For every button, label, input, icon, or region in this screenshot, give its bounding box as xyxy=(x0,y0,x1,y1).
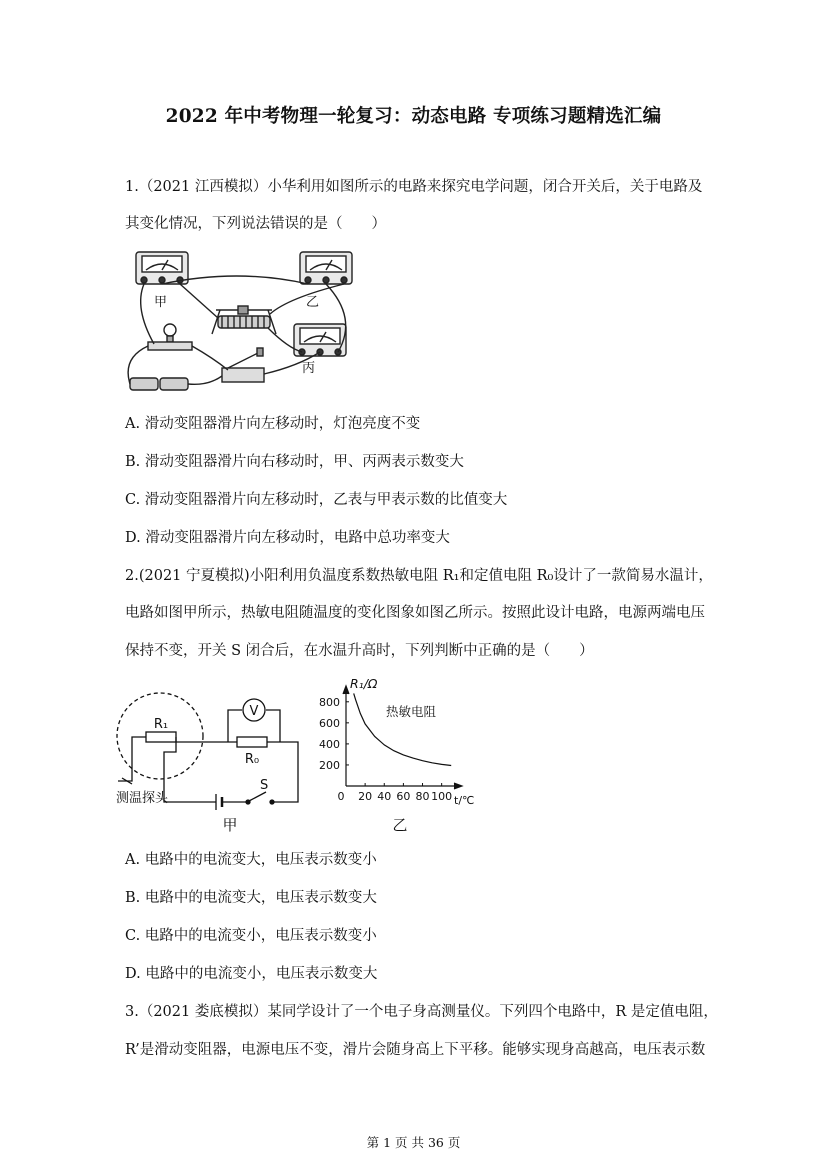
rheostat-icon xyxy=(212,306,276,334)
switch-icon xyxy=(222,348,264,382)
q2-option-a: A. 电路中的电流变大，电压表示数变小 xyxy=(125,852,377,868)
r1-resistor xyxy=(146,732,176,742)
meter-jia-icon xyxy=(136,252,188,284)
bulb-icon xyxy=(148,324,192,350)
q2-option-d: D. 电路中的电流变小，电压表示数变大 xyxy=(125,966,378,982)
page-footer: 第 1 页 共 36 页 xyxy=(366,1135,461,1150)
y-tick-label-400: 400 xyxy=(319,737,340,751)
r1-label: R₁ xyxy=(153,717,169,732)
page-title: 2022 年中考物理一轮复习：动态电路 专项练习题精选汇编 xyxy=(165,106,662,127)
q2-circuit-diagram xyxy=(112,686,312,834)
x-tick-label-20: 20 xyxy=(358,790,373,803)
q1-stem-line-1: 1.（2021 江西模拟）小华利用如图所示的电路来探究电学问题，闭合开关后，关于电路及 xyxy=(125,179,703,195)
curve-label: 热敏电阻 xyxy=(386,704,437,719)
q2-stem-line-2: 电路如图甲所示，热敏电阻随温度的变化图象如图乙所示。按照此设计电路，电源两端电压 xyxy=(125,605,705,621)
q1-option-a: A. 滑动变阻器滑片向左移动时，灯泡亮度不变 xyxy=(125,416,421,432)
origin-label: 0 xyxy=(337,790,345,803)
r0-resistor xyxy=(237,737,267,747)
x-axis-label: t/℃ xyxy=(454,794,475,807)
meter-yi-label: 乙 xyxy=(306,295,320,310)
x-tick-label-100: 100 xyxy=(431,790,453,803)
q2-resistance-graph xyxy=(310,676,490,834)
q2-stem-line-3: 保持不变，开关 S 闭合后，在水温升高时，下列判断中正确的是（ ） xyxy=(125,643,594,659)
q1-option-c: C. 滑动变阻器滑片向左移动时，乙表与甲表示数的比值变大 xyxy=(125,492,508,508)
x-tick-label-40: 40 xyxy=(377,790,392,803)
y-tick-label-600: 600 xyxy=(319,716,340,730)
q2-stem-line-1: 2.(2021 宁夏模拟)小阳利用负温度系数热敏电阻 R₁和定值电阻 R₀设计了一款简易水温计， xyxy=(125,568,713,584)
voltmeter-label: V xyxy=(249,704,259,719)
meter-yi-icon xyxy=(300,252,352,284)
q2-option-c: C. 电路中的电流变小，电压表示数变小 xyxy=(125,928,377,944)
x-tick-label-80: 80 xyxy=(415,790,430,803)
q1-circuit-figure xyxy=(118,248,368,400)
q3-stem-line-1: 3.（2021 娄底模拟）某同学设计了一个电子身高测量仪。下列四个电路中，R 是定值电阻， xyxy=(125,1004,718,1020)
probe-label: 测温探头 xyxy=(116,791,169,806)
q1-stem-line-2: 其变化情况，下列说法错误的是（ ） xyxy=(125,216,386,232)
r0-label: R₀ xyxy=(244,752,260,767)
q1-option-b: B. 滑动变阻器滑片向右移动时，甲、丙两表示数变大 xyxy=(125,454,464,470)
y-tick-label-800: 800 xyxy=(319,695,340,709)
y-tick-label-200: 200 xyxy=(319,758,340,772)
q1-option-d: D. 滑动变阻器滑片向左移动时，电路中总功率变大 xyxy=(125,530,450,546)
q3-stem-line-2: R’是滑动变阻器，电源电压不变，滑片会随身高上下平移。能够实现身高越高，电压表示数 xyxy=(125,1042,706,1058)
graph-caption-yi: 乙 xyxy=(392,816,408,834)
battery-icon xyxy=(130,378,188,390)
diagram-caption-jia: 甲 xyxy=(222,816,238,834)
meter-bing-label: 丙 xyxy=(302,361,316,376)
meter-jia-label: 甲 xyxy=(154,295,168,310)
x-tick-label-60: 60 xyxy=(396,790,411,803)
q2-option-b: B. 电路中的电流变大，电压表示数变大 xyxy=(125,890,377,906)
y-axis-label: R₁/Ω xyxy=(350,676,378,691)
switch-label: S xyxy=(260,778,269,793)
